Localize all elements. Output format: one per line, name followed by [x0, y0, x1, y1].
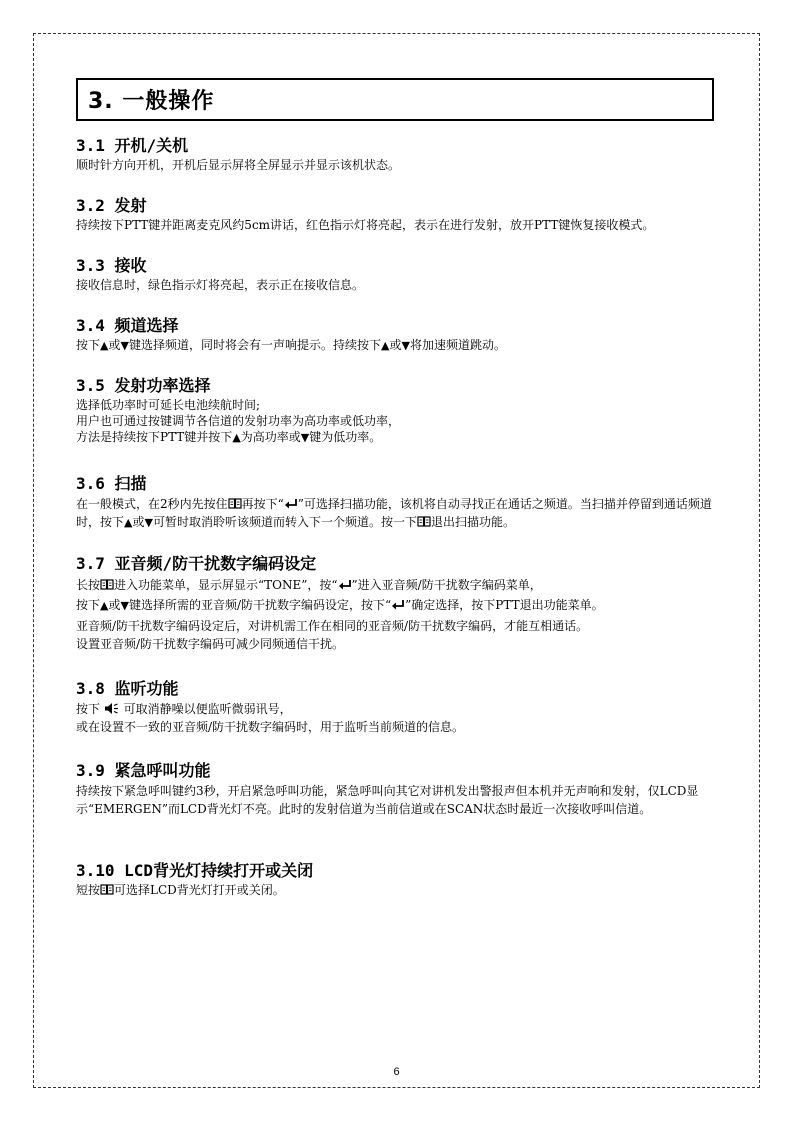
text-run: 键选择频道，同时将会有一声响提示。持续按下: [128, 338, 381, 352]
section-text: 接收信息时，绿色指示灯将亮起，表示正在接收信息。: [76, 278, 365, 292]
text-run: 键选择所需的亚音频/防干扰数字编码设定，按下“: [128, 598, 392, 612]
section-text: 或在设置不一致的亚音频/防干扰数字编码时，用于监听当前频道的信息。: [76, 720, 465, 734]
text-run: 按下: [76, 338, 101, 352]
text-run: 或: [132, 515, 145, 529]
section-ctcss-dcs: [76, 553, 726, 678]
enter-arrow-icon: [338, 579, 352, 591]
enter-arrow-icon: [391, 599, 405, 611]
section-heading: 3.10 LCD背光灯持续打开或关闭: [76, 861, 314, 880]
text-run: 再按下“: [241, 497, 284, 511]
section-emergency: [76, 760, 726, 860]
page-number: 6: [393, 1066, 400, 1078]
section-heading: 3.8 监听功能: [76, 679, 179, 698]
section-heading: 3.5 发射功率选择: [76, 376, 211, 395]
up-arrow-icon: ▲: [124, 516, 133, 529]
speaker-icon: [104, 702, 120, 715]
section-channel-select: [76, 315, 726, 375]
section-heading: 3.7 亚音频/防干扰数字编码设定: [76, 554, 317, 573]
section-text: 亚音频/防干扰数字编码设定后，对讲机需工作在相同的亚音频/防干扰数字编码，才能互相通话。: [76, 619, 589, 633]
section-text: [76, 575, 726, 595]
text-run: 方法是持续按下PTT键并按下: [76, 430, 233, 444]
text-run: 为高功率或: [240, 430, 301, 444]
down-arrow-icon: ▼: [120, 339, 129, 352]
section-power-level: [76, 375, 726, 473]
up-arrow-icon: ▲: [100, 599, 109, 612]
text-run: 短按: [76, 883, 101, 897]
up-arrow-icon: ▲: [380, 339, 390, 352]
section-transmit: [76, 195, 726, 255]
chapter-title: 3. 一般操作: [88, 89, 215, 114]
section-receive: [76, 255, 726, 315]
down-arrow-icon: ▼: [120, 599, 129, 612]
text-run: 可取消静噪以便监听微弱讯号，: [123, 702, 292, 716]
text-run: 或: [108, 598, 121, 612]
section-heading: 3.1 开机/关机: [76, 136, 189, 155]
section-heading: 3.6 扫描: [76, 474, 147, 493]
section-heading: 3.4 频道选择: [76, 316, 179, 335]
text-run: ”确定选择，按下PTT退出功能菜单。: [405, 598, 604, 612]
text-run: 可选择LCD背光灯打开或关闭。: [114, 883, 285, 897]
section-text: 持续按下紧急呼叫键约3秒，开启紧急呼叫功能，紧急呼叫向其它对讲机发出警报声但本机并无声响和发射，仅LCD显示“EMERGEN”而LCD背光灯不亮。此时的发射信道为当前信道或在SCAN状态时最近一次接收呼叫信道。: [76, 784, 699, 816]
up-arrow-icon: ▲: [232, 431, 241, 444]
chapter-header: [76, 78, 714, 121]
section-text: 用户也可通过按键调节各信道的发射功率为高功率或低功率，: [76, 414, 401, 428]
enter-arrow-icon: [284, 498, 298, 510]
text-run: 退出扫描功能。: [430, 515, 515, 529]
section-heading: 3.3 接收: [76, 256, 147, 275]
text-run: 或: [389, 338, 402, 352]
section-text: [76, 429, 726, 446]
down-arrow-icon: ▼: [401, 339, 410, 352]
section-text: [76, 595, 726, 616]
text-run: 可暂时取消聆听该频道而转入下一个频道。按一下: [152, 515, 417, 529]
section-text: 设置亚音频/防干扰数字编码可减少同频通信干扰。: [76, 637, 345, 651]
section-heading: 3.9 紧急呼叫功能: [76, 761, 211, 780]
text-run: 进入功能菜单，显示屏显示“TONE”，按“: [114, 578, 338, 592]
section-text: 顺时针方向开机，开机后显示屏将全屏显示并显示该机状态。: [76, 158, 401, 172]
text-run: ”进入亚音频/防干扰数字编码菜单，: [351, 578, 542, 592]
text-run: 在一般模式，在2秒内先按住: [76, 497, 228, 511]
section-text: [76, 882, 726, 898]
section-text: [76, 700, 726, 718]
section-text: 选择低功率时可延长电池续航时间;: [76, 398, 261, 412]
text-run: 长按: [76, 578, 101, 592]
section-text: 持续按下PTT键并距离麦克风约5cm讲话，红色指示灯将亮起，表示在进行发射，放开PTT键恢复接收模式。: [76, 218, 655, 232]
text-run: 或: [108, 338, 121, 352]
up-arrow-icon: ▲: [100, 339, 109, 352]
section-lcd-backlight: [76, 860, 726, 898]
text-run: 按下: [76, 598, 101, 612]
section-text: [76, 495, 726, 532]
text-run: 键为低功率。: [309, 430, 382, 444]
section-text: [76, 337, 726, 354]
text-run: ”可选择扫描功能，该机将自动寻找正在通话之频道。当扫描并停留到通话频道时，按下: [76, 497, 712, 529]
text-run: 按下: [76, 702, 101, 716]
section-heading: 3.2 发射: [76, 196, 147, 215]
section-scan: [76, 473, 726, 553]
text-run: 将加速频道跳动。: [409, 338, 506, 352]
book-icon: [228, 498, 242, 510]
down-arrow-icon: ▼: [300, 431, 310, 444]
book-icon: [100, 579, 114, 591]
book-icon: [417, 516, 431, 528]
section-monitor: [76, 678, 726, 760]
down-arrow-icon: ▼: [144, 516, 153, 529]
section-power: [76, 135, 726, 195]
content: [76, 135, 726, 898]
book-icon: [100, 884, 114, 896]
